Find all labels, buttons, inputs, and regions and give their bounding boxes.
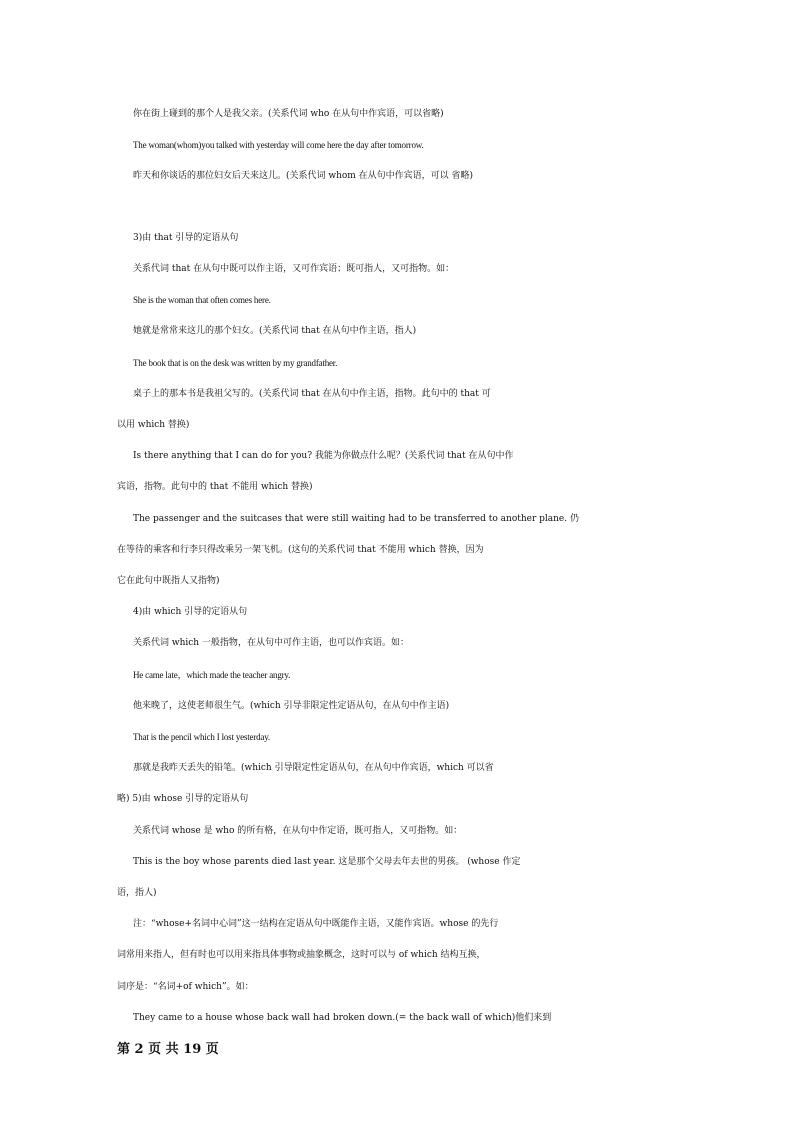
text-line: 关系代词 whose 是 who 的所有格，在从句中作定语，既可指人，又可指物。如： [133, 826, 463, 836]
section-heading: 4)由 which 引导的定语从句 [133, 607, 248, 617]
text-line: The book that is on the desk was written by my grandfather. [133, 358, 338, 368]
text-line: 关系代词 that 在从句中既可以作主语，又可作宾语；既可指人，又可指物。如： [133, 264, 455, 274]
text-line: 他来晚了，这使老师很生气。(which 引导非限定性定语从句，在从句中作主语) [133, 701, 450, 711]
text-line: The passenger and the suitcases that were still waiting had to be transferred to another plane. 仍 [133, 514, 579, 524]
text-line: She is the woman that often comes here. [133, 295, 271, 305]
text-line: 宾语，指物。此句中的 that 不能用 which 替换) [117, 482, 313, 492]
section-heading: 3)由 that 引导的定语从句 [133, 233, 239, 243]
text-line: 词常用来指人，但有时也可以用来指具体事物或抽象概念，这时可以与 of which 结构互换， [117, 950, 486, 960]
text-line: Is there anything that I can do for you? 我能为你做点什么呢？(关系代词 that 在从句中作 [133, 451, 514, 461]
text-line: 她就是常常来这儿的那个妇女。(关系代词 that 在从句中作主语，指人) [133, 326, 417, 336]
text-line: They came to a house whose back wall had broken down.(= the back wall of which)他们来到 [133, 1013, 552, 1023]
text-line: The woman(whom)you talked with yesterday will come here the day after tomorrow. [133, 140, 424, 150]
text-line: 词序是：“名词+of which”。如： [117, 982, 254, 992]
text-line: He came late，which made the teacher angry. [133, 670, 291, 680]
text-line: This is the boy whose parents died last year. 这是那个父母去年去世的男孩。 (whose 作定 [133, 857, 521, 867]
text-line: 关系代词 which 一般指物，在从句中可作主语，也可以作宾语。如： [133, 638, 409, 648]
text-line: That is the pencil which I lost yesterday. [133, 732, 270, 742]
text-line: 在等待的乘客和行李只得改乘另一架飞机。(这句的关系代词 that 不能用 which 替换，因为 [117, 545, 484, 555]
text-line: 语，指人) [117, 888, 157, 898]
text-line: 注：“whose+名词中心词”这一结构在定语从句中既能作主语，又能作宾语。whose 的先行 [133, 919, 499, 929]
text-line: 以用 which 替换) [117, 420, 190, 430]
text-line: 桌子上的那本书是我祖父写的。(关系代词 that 在从句中作主语，指物。此句中的 that 可 [133, 389, 491, 399]
text-line: 那就是我昨天丢失的铅笔。(which 引导限定性定语从句，在从句中作宾语，which 可以省 [133, 763, 494, 773]
text-line: 略) 5)由 whose 引导的定语从句 [117, 794, 249, 804]
text-line: 它在此句中既指人又指物) [117, 576, 220, 586]
text-line: 你在街上碰到的那个人是我父亲。(关系代词 who 在从句中作宾语，可以省略) [133, 109, 444, 119]
page-footer: 第 2 页 共 19 页 [117, 1042, 219, 1057]
text-line: 昨天和你谈话的那位妇女后天来这儿。(关系代词 whom 在从句中作宾语，可以 省略) [133, 171, 474, 181]
